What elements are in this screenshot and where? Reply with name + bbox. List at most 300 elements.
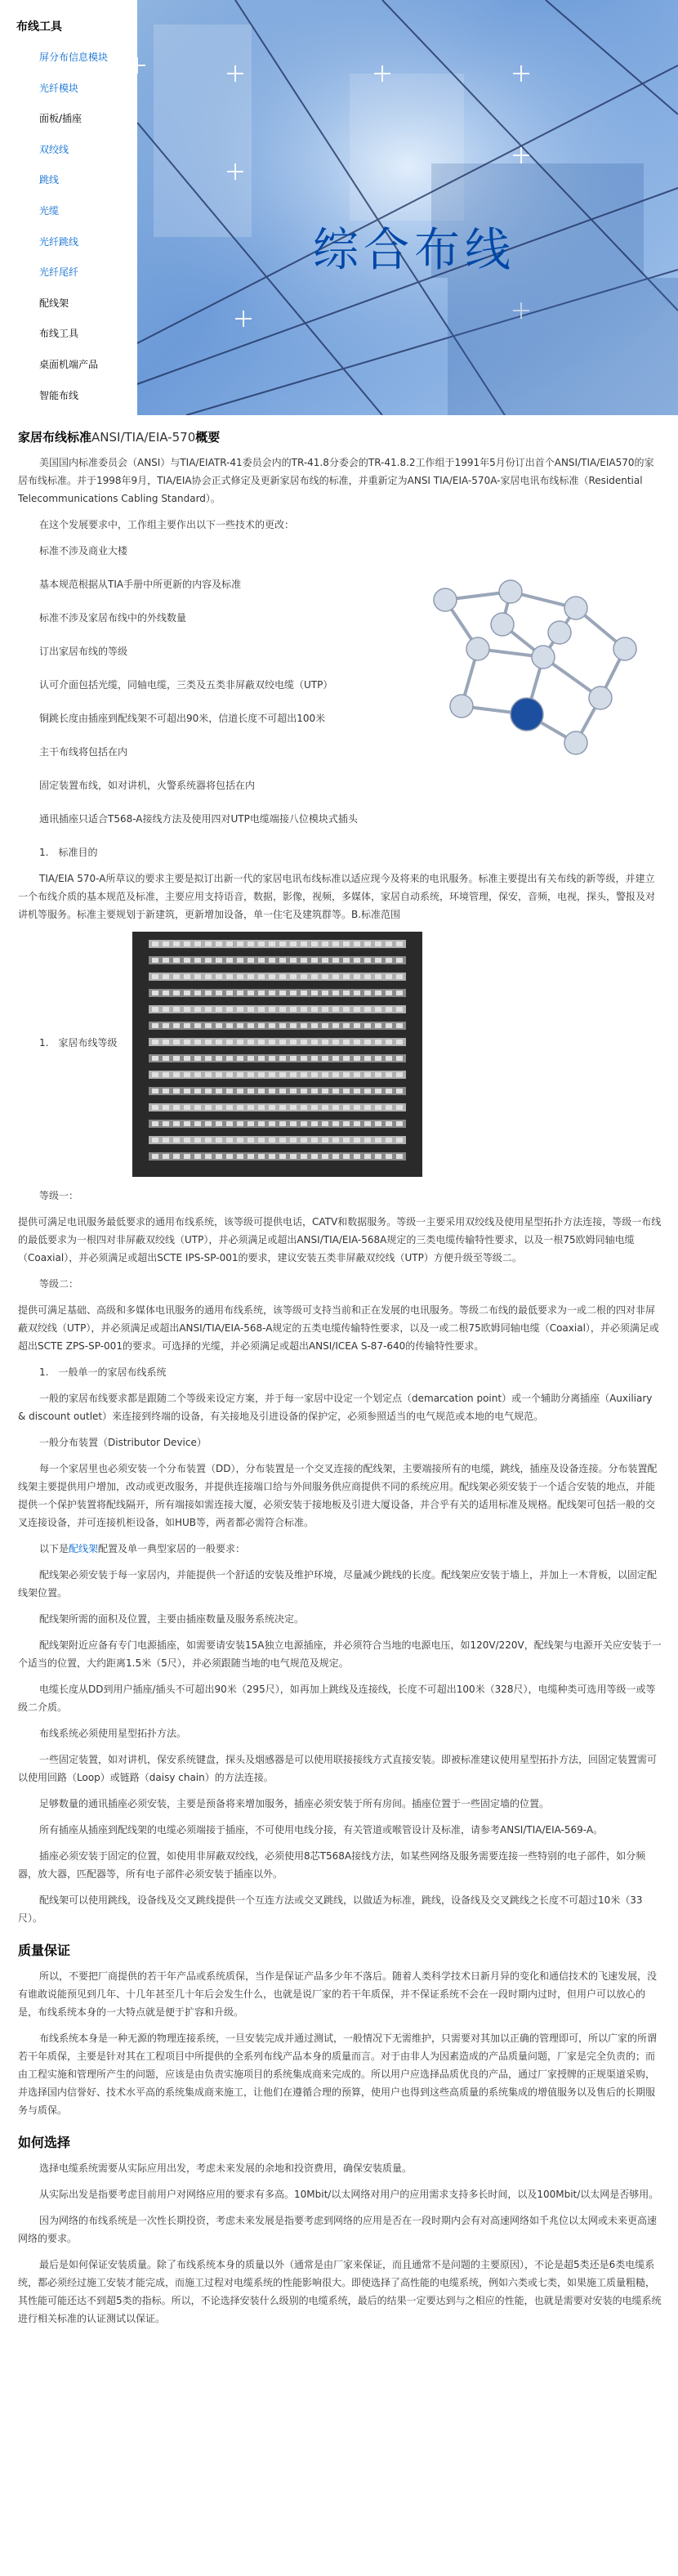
patch-port bbox=[375, 1007, 381, 1012]
patch-port bbox=[269, 974, 275, 979]
grade-label: 1. 家居布线等级 bbox=[39, 1037, 118, 1049]
molecule-node bbox=[548, 621, 571, 644]
dd-paragraph: 每一个家居里也必须安装一个分布装置（DD），分布装置是一个交叉连接的配线架，主要端接所有的电缆，跳线，插座及设备连接。分布装置配线架主要提供用户增加，改动或更改服务，并提供连接端口给与外间服务供应商提供不同的系统应用。配线架必须安装于一个适合安装的地点，并能提供一个保护装置将配线隔开，所有端接如需连接大厦，必须安装于接地板及引进大厦设备，并合乎有关的适用标准及规格。配线架可包括一般的交叉连接设备，并可连接机柜设备，如HUB等，两者都必需符合标准。 bbox=[18, 1463, 658, 1528]
server-rack-image bbox=[132, 932, 422, 1177]
patch-port bbox=[269, 941, 275, 946]
patch-port bbox=[216, 1023, 222, 1028]
patch-port bbox=[396, 1023, 403, 1028]
patch-port bbox=[332, 941, 339, 946]
patch-port bbox=[269, 1138, 275, 1143]
patch-port bbox=[226, 1007, 233, 1012]
patch-port bbox=[290, 958, 297, 963]
choose-paragraph-2: 从实际出发是指要考虑目前用户对网络应用的要求有多高。10Mbit/以太网络对用户的应用需求支持多长时间，以及100Mbit/以太网是否够用。 bbox=[39, 2189, 659, 2200]
sidebar-item[interactable] bbox=[39, 196, 137, 227]
patch-port bbox=[216, 1056, 222, 1061]
list-item: 一些固定装置，如对讲机，保安系统键盘，探头及烟感器是可以使用联接接线方式直接安装。即被标准建议使用星型拓扑方法，回固定装置需可以使用回路（Loop）或链路（daisy chain）的方法连接。 bbox=[18, 1754, 658, 1783]
quality-paragraph-2: 布线系统本身是一种无源的物理连接系统，一旦安装完成并通过测试，一般情况下无需维护，只需要对其加以正确的管理即可，所以广家的所谓若干年质保，主要是针对其在工程项目中所提供的全系列布线产品本身的质量而言。对于由非人为因素造成的产品质量问题，厂家是完全负责的；而由工程实施和管理所产生的问题，应该是由负责实施项目的系统集成商来完成的。所以用户应选择品质优良的产品，通过厂家授牌的正规渠道采购，并选择国内信誉好、技术水平高的系统集成商来施工，让他们在遵循合理的预算，使用户也得到这些高质量的系统集成的增值服务以及售后的长期服务与质保。 bbox=[18, 2033, 658, 2116]
patch-port bbox=[343, 1023, 350, 1028]
sidebar-item[interactable] bbox=[39, 227, 137, 258]
grade1-paragraph: 提供可满足电讯服务最低要求的通用布线系统，该等级可提供电话，CATV和数据服务。等级一主要采用双绞线及使用星型拓扑方法连接，等级一布线的最低要求为一根四对非屏蔽双绞线（UTP），并必须满足或超出ANSI/TIA/EIA-568A规定的三类电缆传输特性要求，以及一根75欧姆同轴电缆（Coaxial），并必须满足或超出SCTE IPS-SP-001的要求，建议安装五类非屏蔽双绞线（UTP）方便升级至等级二。 bbox=[18, 1216, 662, 1263]
sidebar-item-label[interactable]: 桌面机端产品 bbox=[39, 358, 99, 370]
patch-port bbox=[216, 1089, 222, 1093]
patch-port bbox=[279, 1138, 286, 1143]
patch-port bbox=[237, 1056, 243, 1061]
sidebar-item-label[interactable]: 光缆 bbox=[39, 204, 60, 217]
patch-port bbox=[173, 974, 180, 979]
molecule-node bbox=[613, 637, 636, 660]
patch-port bbox=[364, 1023, 371, 1028]
patch-port bbox=[354, 974, 360, 979]
patch-port bbox=[258, 1154, 265, 1159]
patch-port bbox=[332, 1056, 339, 1061]
patch-port bbox=[173, 958, 180, 963]
patch-port bbox=[322, 974, 328, 979]
purpose-label: 1. 标准目的 bbox=[39, 847, 98, 858]
patch-port bbox=[375, 1089, 381, 1093]
patch-port bbox=[248, 1089, 254, 1093]
patch-port bbox=[311, 1072, 318, 1077]
patch-port bbox=[248, 1138, 254, 1143]
patch-port bbox=[311, 1105, 318, 1110]
patch-port bbox=[258, 1072, 265, 1077]
patch-port bbox=[279, 1056, 286, 1061]
patch-port bbox=[375, 974, 381, 979]
patch-port bbox=[343, 941, 350, 946]
patch-port bbox=[237, 974, 243, 979]
molecule-node bbox=[589, 686, 612, 709]
patch-port bbox=[311, 958, 318, 963]
patch-port bbox=[386, 958, 392, 963]
patch-port bbox=[184, 1072, 190, 1077]
patch-port bbox=[173, 1138, 180, 1143]
patch-port bbox=[375, 1154, 381, 1159]
patch-port bbox=[386, 1056, 392, 1061]
patch-port bbox=[173, 1089, 180, 1093]
intro-paragraph: 美国国内标准委员会（ANSI）与TIA/EIATR-41委员会内的TR-41.8分委会的TR-41.8.2工作组于1991年5月份订出首个ANSI/TIA/EIA570的家居布线标准。并于1998年9月，TIA/EIA协会正式修定及更新家居布线的标准，并重新定为ANSI TIA/EIA-570A-家居电讯布线标准（Residential Telecommunications Cabling Standard）。 bbox=[18, 457, 654, 504]
patch-port bbox=[205, 1154, 212, 1159]
patch-port bbox=[301, 1023, 307, 1028]
patch-port bbox=[343, 1105, 350, 1110]
molecule-node bbox=[532, 646, 555, 669]
list-item: 配线架附近应备有专门电源插座，如需要请安装15A独立电源插座，并必须符合当地的电源电压，如120V/220V，配线架与电源开关应安装于一个适当的位置，大约距离1.5米（5尺），并必须跟随当地的电气规范及规定。 bbox=[18, 1639, 662, 1669]
patch-port bbox=[163, 958, 169, 963]
sidebar-item-label[interactable]: 配线架 bbox=[39, 297, 69, 309]
patch-port bbox=[258, 1138, 265, 1143]
patch-port bbox=[248, 991, 254, 995]
patch-port bbox=[226, 1154, 233, 1159]
patch-port bbox=[343, 1154, 350, 1159]
patch-port bbox=[194, 991, 201, 995]
molecule-node bbox=[564, 731, 587, 754]
globe-node-icon bbox=[511, 698, 543, 731]
patch-port bbox=[163, 1007, 169, 1012]
patch-port bbox=[364, 1072, 371, 1077]
patch-port bbox=[354, 1089, 360, 1093]
patch-port bbox=[332, 1072, 339, 1077]
server-rack-graphic bbox=[132, 932, 422, 1177]
patch-port bbox=[269, 1154, 275, 1159]
patch-port bbox=[173, 1056, 180, 1061]
patch-port bbox=[163, 991, 169, 995]
distribution-frame-link[interactable]: 配线架 bbox=[69, 1543, 99, 1554]
patch-port bbox=[322, 1154, 328, 1159]
patch-port bbox=[354, 1023, 360, 1028]
patch-port bbox=[248, 974, 254, 979]
patch-port bbox=[216, 1072, 222, 1077]
patch-port bbox=[216, 1154, 222, 1159]
patch-port bbox=[301, 1007, 307, 1012]
patch-port bbox=[152, 1089, 158, 1093]
patch-port bbox=[322, 1072, 328, 1077]
patch-port bbox=[301, 1121, 307, 1126]
patch-port bbox=[364, 941, 371, 946]
patch-port bbox=[332, 1138, 339, 1143]
patch-port bbox=[311, 1056, 318, 1061]
patch-port bbox=[375, 1023, 381, 1028]
patch-port bbox=[301, 974, 307, 979]
patch-port bbox=[375, 1121, 381, 1126]
patch-port bbox=[354, 958, 360, 963]
section-title-standard: 家居布线标准ANSI/TIA/EIA-570概要 bbox=[18, 430, 221, 445]
sidebar-item[interactable] bbox=[39, 74, 137, 105]
list-item: 布线系统必须使用星型拓扑方法。 bbox=[39, 1728, 187, 1739]
patch-port bbox=[279, 1121, 286, 1126]
patch-port bbox=[364, 1089, 371, 1093]
patch-port bbox=[332, 991, 339, 995]
molecule-node bbox=[434, 588, 457, 611]
molecule-node bbox=[450, 695, 473, 718]
patch-port bbox=[343, 1089, 350, 1093]
patch-port bbox=[269, 1105, 275, 1110]
patch-port bbox=[322, 941, 328, 946]
sidebar-item[interactable] bbox=[39, 319, 137, 350]
choose-paragraph-4: 最后是如何保证安装质量。除了布线系统本身的质量以外（通常是由厂家来保证，而且通常不是问题的主要原因），不论是超5类还是6类电缆系统，都必须经过施工安装才能完成，而施工过程对电缆系统的性能影响很大。即使选择了高性能的电缆系统，例如六类或七类，如果施工质量粗糙，其性能可能还达不到超5类的指标。所以，不论选择安装什么级别的电缆系统，最后的结果一定要达到与之相应的性能，也就是需要对安装的电缆系统进行相关标准的认证测试以保证。 bbox=[18, 2259, 662, 2324]
patch-port bbox=[205, 991, 212, 995]
patch-port bbox=[248, 1023, 254, 1028]
dd-label: 一般分布装置（Distributor Device） bbox=[39, 1437, 207, 1448]
patch-port bbox=[396, 1138, 403, 1143]
patch-port bbox=[194, 1023, 201, 1028]
patch-port bbox=[301, 1056, 307, 1061]
patch-port bbox=[290, 1056, 297, 1061]
patch-port bbox=[152, 974, 158, 979]
patch-port bbox=[194, 1007, 201, 1012]
list-item: 基本规范根据从TIA手册中所更新的内容及标准 bbox=[39, 579, 242, 590]
patch-port bbox=[184, 974, 190, 979]
patch-port bbox=[290, 1105, 297, 1110]
sidebar-item-label[interactable]: 光纤尾纤 bbox=[39, 266, 79, 279]
patch-port bbox=[354, 1007, 360, 1012]
patch-port bbox=[354, 1138, 360, 1143]
patch-port bbox=[226, 1138, 233, 1143]
patch-port bbox=[248, 1154, 254, 1159]
patch-port bbox=[194, 1121, 201, 1126]
patch-port bbox=[226, 1121, 233, 1126]
patch-port bbox=[322, 1007, 328, 1012]
patch-port bbox=[279, 1072, 286, 1077]
patch-port bbox=[343, 991, 350, 995]
patch-port bbox=[354, 1154, 360, 1159]
general-paragraph: 一般的家居布线要求都是跟随二个等级来设定方案，并于每一家居中设定一个划定点（demarcation point）或一个辅助分离插座（Auxiliary & discount outlet）来连接到终端的设备，有关接地及引进设备的保护定，必须参照适当的电气规范或本地的电气规范。 bbox=[18, 1393, 653, 1422]
patch-port bbox=[205, 974, 212, 979]
patch-port bbox=[237, 1154, 243, 1159]
patch-port bbox=[386, 1154, 392, 1159]
list-item: 认可介面包括光缆，同轴电缆，三类及五类非屏蔽双绞电缆（UTP） bbox=[39, 679, 333, 691]
sidebar-item[interactable] bbox=[39, 135, 137, 166]
patch-port bbox=[290, 974, 297, 979]
patch-port bbox=[301, 941, 307, 946]
general-label: 1. 一般单一的家居布线系统 bbox=[39, 1366, 167, 1378]
patch-port bbox=[173, 1105, 180, 1110]
patch-port bbox=[279, 941, 286, 946]
patch-port bbox=[226, 1072, 233, 1077]
sidebar-item-label[interactable]: 光纤跳线 bbox=[39, 235, 79, 248]
molecule-node bbox=[466, 637, 489, 660]
patch-port bbox=[248, 1105, 254, 1110]
patch-port bbox=[375, 991, 381, 995]
patch-port bbox=[386, 1023, 392, 1028]
patch-port bbox=[205, 941, 212, 946]
list-item: 通讯插座只适合T568-A接线方法及使用四对UTP电缆端接八位模块式插头 bbox=[39, 813, 358, 825]
patch-port bbox=[364, 991, 371, 995]
patch-port bbox=[152, 1056, 158, 1061]
sidebar-item-label[interactable]: 面板/插座 bbox=[39, 113, 83, 125]
patch-port bbox=[343, 1072, 350, 1077]
sidebar-item-label[interactable]: 光纤模块 bbox=[39, 82, 79, 94]
patch-port bbox=[205, 1056, 212, 1061]
patch-port bbox=[237, 1089, 243, 1093]
patch-port bbox=[216, 941, 222, 946]
frame-requirement-list bbox=[18, 1566, 662, 1927]
patch-port bbox=[364, 1154, 371, 1159]
patch-port bbox=[152, 991, 158, 995]
choose-paragraph-1: 选择电缆系统需要从实际应用出发，考虑未来发展的余地和投资费用，确保安装质量。 bbox=[39, 2162, 413, 2174]
list-item: 标准不涉及商业大楼 bbox=[39, 545, 128, 557]
patch-port bbox=[194, 958, 201, 963]
patch-port bbox=[226, 991, 233, 995]
patch-port bbox=[173, 1072, 180, 1077]
sidebar-item[interactable] bbox=[39, 257, 137, 288]
patch-port bbox=[216, 974, 222, 979]
patch-port bbox=[152, 1007, 158, 1012]
purpose-paragraph: TIA/EIA 570-A所草议的要求主要是拟订出新一代的家居电讯布线标准以适应现今及将来的电讯服务。标准主要提出有关布线的新等级，并建立一个布线介质的基本规范及标准，主要应用支持语音，数据，影像，视频，多媒体，家居自动系统，环境管理，保安，音频，电视，探头，警报及对讲机等服务。标准主要规划于新建筑，更新增加设备，单一住宅及建筑群等。B.标准范围 bbox=[18, 873, 656, 920]
patch-port bbox=[311, 1154, 318, 1159]
patch-port bbox=[258, 1056, 265, 1061]
patch-port bbox=[269, 1089, 275, 1093]
patch-port bbox=[301, 1089, 307, 1093]
patch-port bbox=[279, 958, 286, 963]
sidebar-list bbox=[0, 42, 137, 411]
list-item: 所有插座从插座到配线架的电缆必须端接于插座，不可使用电线分接，有关管道或喉管设计及标准，请参考ANSI/TIA/EIA-569-A。 bbox=[39, 1824, 604, 1836]
patch-port bbox=[258, 974, 265, 979]
sidebar-item-label[interactable]: 双绞线 bbox=[39, 143, 69, 155]
patch-port bbox=[322, 958, 328, 963]
patch-port bbox=[354, 1072, 360, 1077]
patch-port bbox=[226, 1023, 233, 1028]
patch-port bbox=[290, 1121, 297, 1126]
patch-port bbox=[163, 1154, 169, 1159]
sidebar-item[interactable] bbox=[39, 288, 137, 320]
patch-port bbox=[152, 941, 158, 946]
patch-port bbox=[152, 1105, 158, 1110]
main-content bbox=[0, 428, 678, 2328]
patch-port bbox=[163, 1138, 169, 1143]
patch-port bbox=[152, 1121, 158, 1126]
list-item: 配线架可以使用跳线，设备线及交叉跳线提供一个互连方法或交叉跳线，以做适为标准，跳线，设备线及交叉跳线之长度不可超过10米（33尺）。 bbox=[18, 1894, 643, 1924]
patch-port bbox=[354, 991, 360, 995]
patch-port bbox=[322, 1121, 328, 1126]
sidebar-item[interactable] bbox=[39, 42, 137, 74]
patch-port bbox=[354, 941, 360, 946]
patch-port bbox=[364, 974, 371, 979]
patch-port bbox=[248, 1121, 254, 1126]
patch-port bbox=[301, 991, 307, 995]
patch-port bbox=[386, 1089, 392, 1093]
patch-port bbox=[311, 1121, 318, 1126]
list-item: 铜跳长度由插座到配线架不可超出90米，信道长度不可超出100米 bbox=[39, 713, 326, 724]
sidebar-item[interactable] bbox=[39, 165, 137, 196]
patch-port bbox=[386, 991, 392, 995]
patch-port bbox=[248, 1007, 254, 1012]
patch-port bbox=[194, 941, 201, 946]
patch-port bbox=[279, 1007, 286, 1012]
patch-port bbox=[343, 974, 350, 979]
patch-port bbox=[226, 1056, 233, 1061]
patch-port bbox=[386, 1072, 392, 1077]
patch-port bbox=[205, 1072, 212, 1077]
patch-port bbox=[364, 1105, 371, 1110]
patch-port bbox=[396, 1072, 403, 1077]
patch-port bbox=[375, 941, 381, 946]
patch-port bbox=[194, 1154, 201, 1159]
patch-port bbox=[279, 991, 286, 995]
patch-port bbox=[194, 1138, 201, 1143]
patch-port bbox=[248, 1056, 254, 1061]
sidebar-item[interactable] bbox=[39, 350, 137, 381]
patch-port bbox=[290, 941, 297, 946]
patch-port bbox=[258, 1089, 265, 1093]
patch-port bbox=[237, 991, 243, 995]
patch-port bbox=[226, 1089, 233, 1093]
sidebar-item-label[interactable]: 屏分布信息模块 bbox=[39, 51, 109, 63]
patch-port bbox=[216, 991, 222, 995]
patch-port bbox=[173, 991, 180, 995]
patch-port bbox=[311, 1007, 318, 1012]
patch-port bbox=[290, 1089, 297, 1093]
section-title-quality: 质量保证 bbox=[18, 1943, 71, 1958]
patch-port bbox=[269, 1023, 275, 1028]
patch-port bbox=[258, 991, 265, 995]
patch-port bbox=[301, 1138, 307, 1143]
patch-port bbox=[237, 1138, 243, 1143]
patch-port bbox=[386, 974, 392, 979]
patch-port bbox=[269, 1072, 275, 1077]
sidebar-item-label[interactable]: 智能布线 bbox=[39, 389, 79, 401]
list-item: 订出家居布线的等级 bbox=[39, 646, 128, 657]
list-item: 足够数量的通讯插座必须安装，主要是预备将来增加服务，插座必须安装于所有房间。插座位置于一些固定墙的位置。 bbox=[39, 1798, 550, 1809]
list-item: 电缆长度从DD到用户插座/插头不可超出90米（295尺），如再加上跳线及连接线，长度不可超出100米（328尺），电缆种类可选用等级一或等级二介质。 bbox=[18, 1684, 656, 1713]
patch-port bbox=[332, 1154, 339, 1159]
patch-port bbox=[173, 1154, 180, 1159]
patch-port bbox=[269, 1121, 275, 1126]
patch-port bbox=[163, 941, 169, 946]
patch-port bbox=[343, 1121, 350, 1126]
patch-port bbox=[301, 1154, 307, 1159]
lead-paragraph: 在这个发展要求中，工作组主要作出以下一些技术的更改： bbox=[39, 519, 295, 530]
patch-port bbox=[332, 1007, 339, 1012]
patch-port bbox=[216, 1121, 222, 1126]
list-item: 主干布线将包括在内 bbox=[39, 746, 128, 758]
patch-port bbox=[269, 1007, 275, 1012]
patch-port bbox=[152, 958, 158, 963]
sidebar-item-label[interactable]: 布线工具 bbox=[39, 328, 79, 340]
patch-port bbox=[396, 941, 403, 946]
patch-port bbox=[205, 1105, 212, 1110]
patch-port bbox=[258, 1023, 265, 1028]
patch-port bbox=[332, 1121, 339, 1126]
choose-paragraph-3: 因为网络的布线系统是一次性长期投资，考虑未来发展是指要考虑到网络的应用是否在一段时期内会有对高速网络如千兆位以太网或未来更高速网络的要求。 bbox=[18, 2215, 658, 2244]
patch-port bbox=[364, 1007, 371, 1012]
list-item: 配线架所需的面积及位置，主要由插座数量及服务系统决定。 bbox=[39, 1613, 305, 1625]
patch-port bbox=[354, 1121, 360, 1126]
patch-port bbox=[237, 1023, 243, 1028]
patch-port bbox=[226, 1105, 233, 1110]
patch-port bbox=[216, 958, 222, 963]
patch-port bbox=[396, 974, 403, 979]
molecule-node bbox=[491, 613, 514, 636]
patch-port bbox=[332, 1105, 339, 1110]
patch-port bbox=[163, 1056, 169, 1061]
patch-port bbox=[205, 1023, 212, 1028]
patch-port bbox=[184, 1089, 190, 1093]
sidebar-item[interactable] bbox=[39, 381, 137, 412]
patch-port bbox=[163, 1072, 169, 1077]
patch-port bbox=[216, 1007, 222, 1012]
sidebar-item-label[interactable]: 跳线 bbox=[39, 174, 60, 186]
patch-port bbox=[163, 1121, 169, 1126]
patch-port bbox=[237, 1105, 243, 1110]
patch-port bbox=[322, 1138, 328, 1143]
header-area bbox=[0, 0, 678, 415]
patch-port bbox=[311, 1023, 318, 1028]
patch-port bbox=[386, 1105, 392, 1110]
patch-port bbox=[396, 958, 403, 963]
patch-port bbox=[396, 1007, 403, 1012]
list-item: 配线架必须安装于每一家居内，并能提供一个舒适的安装及维护环境，尽量减少跳线的长度。配线架应安装于墙上，并加上一木背板，以固定配线架位置。 bbox=[18, 1569, 658, 1599]
patch-port bbox=[184, 1023, 190, 1028]
patch-port bbox=[258, 1007, 265, 1012]
patch-port bbox=[311, 1089, 318, 1093]
patch-port bbox=[279, 1105, 286, 1110]
patch-port bbox=[237, 941, 243, 946]
patch-port bbox=[173, 1121, 180, 1126]
patch-port bbox=[269, 958, 275, 963]
patch-port bbox=[205, 1007, 212, 1012]
patch-port bbox=[322, 1089, 328, 1093]
banner-graphic bbox=[137, 0, 678, 415]
grade1-label: 等级一： bbox=[39, 1190, 79, 1201]
patch-port bbox=[184, 991, 190, 995]
patch-port bbox=[205, 958, 212, 963]
patch-port bbox=[279, 1023, 286, 1028]
patch-port bbox=[375, 1138, 381, 1143]
patch-port bbox=[194, 1105, 201, 1110]
patch-port bbox=[173, 941, 180, 946]
sidebar-item[interactable] bbox=[39, 104, 137, 135]
patch-port bbox=[163, 1089, 169, 1093]
patch-port bbox=[396, 1154, 403, 1159]
patch-port bbox=[386, 1007, 392, 1012]
